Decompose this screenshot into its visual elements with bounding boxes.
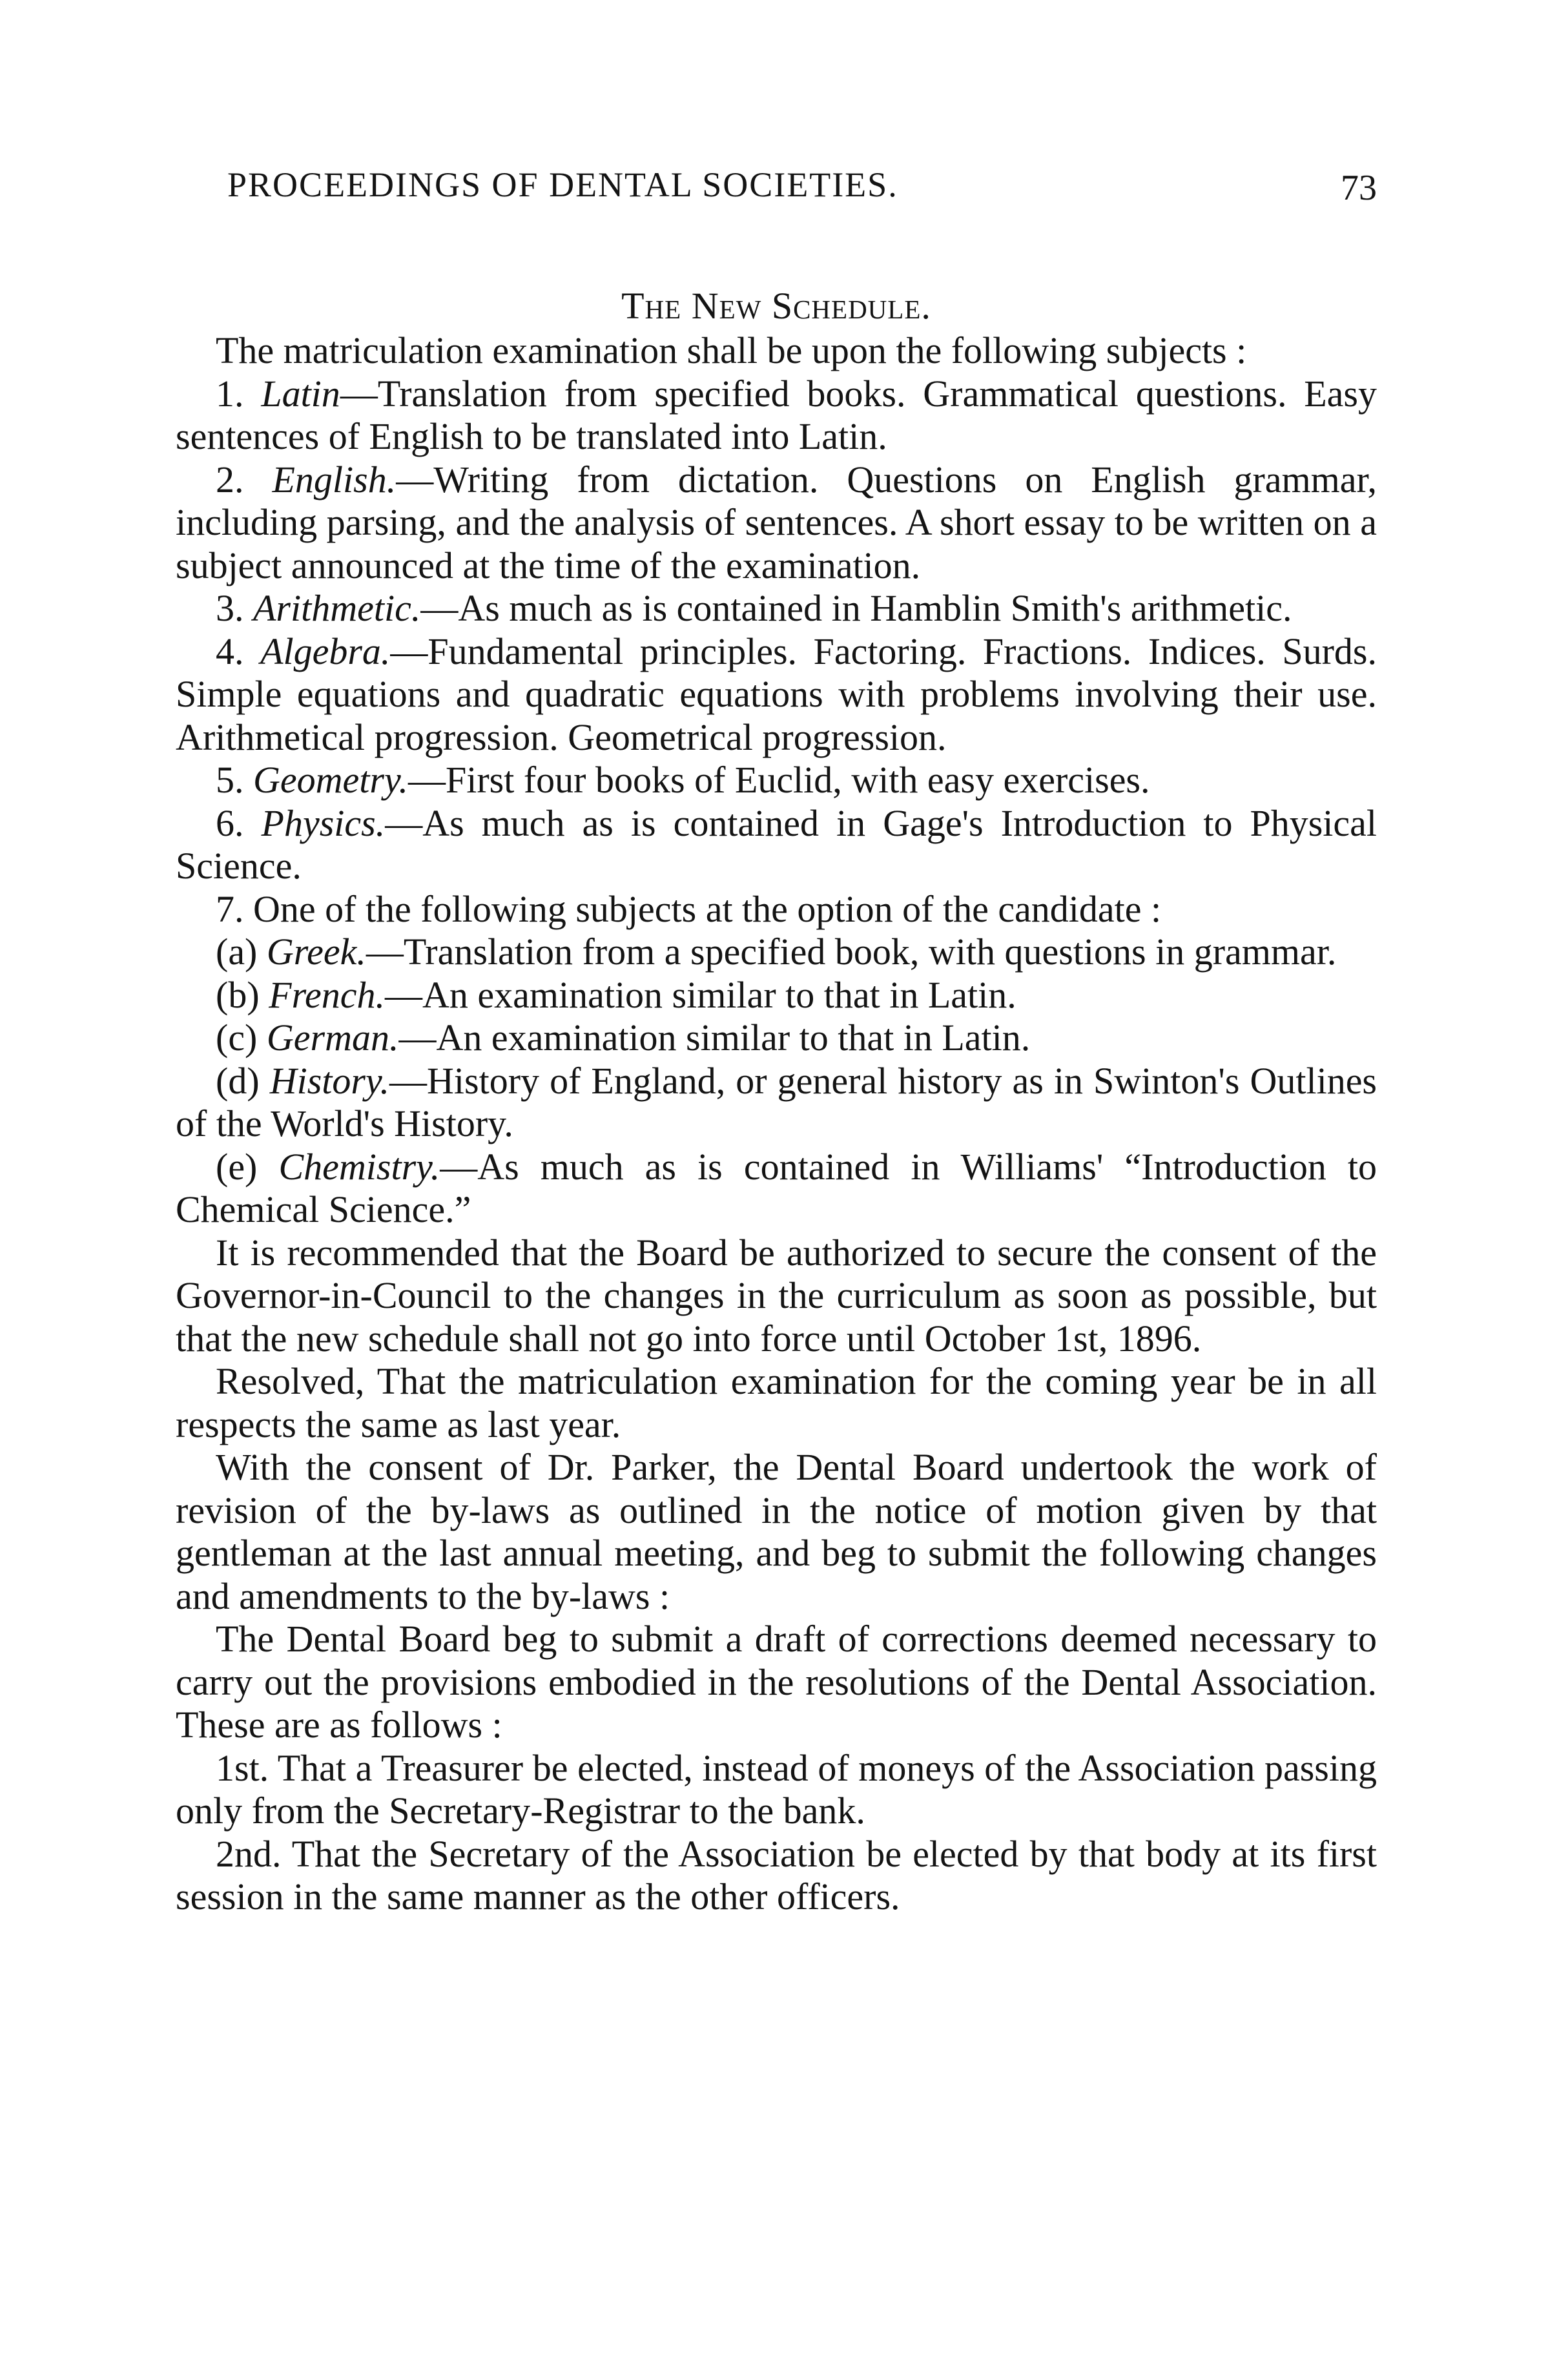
- schedule-item-text: —As much as is contained in Williams' “Introduction to Chemical Science.”: [176, 1145, 1377, 1230]
- schedule-item-marker: 3.: [216, 587, 244, 629]
- schedule-item-marker: (c): [216, 1017, 258, 1059]
- body-paragraph: With the consent of Dr. Parker, the Dental Board undertook the work of revision of the by-laws as outlined in the notice of motion given by that gentleman at the last annual meeting, and beg to submit the following changes and amendments to the by-laws :: [176, 1446, 1377, 1617]
- schedule-item-text: —An examination similar to that in Latin.: [398, 1017, 1031, 1059]
- schedule-item: [176, 630, 1377, 760]
- schedule-item-text: One of the following subjects at the option of the candidate :: [253, 887, 1162, 930]
- schedule-item: [176, 459, 1377, 588]
- page-number: 73: [1341, 168, 1377, 208]
- schedule-item: [176, 888, 1377, 931]
- schedule-item-subject: Algebra.: [260, 630, 391, 672]
- schedule-item-marker: 2.: [216, 458, 244, 501]
- paragraph-list: [176, 1232, 1377, 1919]
- schedule-item-marker: 6.: [216, 801, 244, 844]
- schedule-item-text: —Writing from dictation. Questions on English grammar, including parsing, and the analysis of sentences. A short essay to be written on a subject announced at the time of the examination.: [176, 458, 1377, 586]
- schedule-item: [176, 373, 1377, 459]
- section-heading: The New Schedule.: [621, 285, 931, 327]
- schedule-item-text: —An examination similar to that in Latin.: [384, 973, 1016, 1016]
- schedule-item-marker: 1.: [216, 372, 244, 415]
- body-paragraph: 2nd. That the Secretary of the Association be elected by that body at its first session in the same manner as the other officers.: [176, 1832, 1377, 1917]
- running-title: PROCEEDINGS OF DENTAL SOCIETIES.: [227, 165, 898, 204]
- schedule-item: [176, 802, 1377, 888]
- schedule-item-text: —Fundamental principles. Factoring. Fractions. Indices. Surds. Simple equations and quadratic equations with problems involving their use. Arithmetical progression. Geometrical progression.: [176, 630, 1377, 758]
- body-paragraph: It is recommended that the Board be authorized to secure the consent of the Governor-in-Council to the changes in the curriculum as soon as possible, but that the new schedule shall not go into force until October 1st, 1896.: [176, 1231, 1377, 1359]
- schedule-item-subject: Chemistry.: [278, 1145, 440, 1188]
- schedule-item-subject: History.: [269, 1059, 390, 1102]
- schedule-item-subject: English.: [272, 458, 397, 501]
- schedule-item-marker: (b): [216, 973, 260, 1016]
- schedule-item: [176, 1146, 1377, 1232]
- schedule-item-subject: Physics.: [261, 801, 386, 844]
- text-body: [176, 329, 1377, 1919]
- schedule-item-text: —Translation from a specified book, with questions in grammar.: [366, 931, 1337, 973]
- running-head: [176, 165, 1377, 216]
- schedule-item: [176, 759, 1377, 802]
- schedule-item-text: —Translation from specified books. Grammatical questions. Easy sentences of English to be translated into Latin.: [176, 372, 1377, 457]
- schedule-item: [176, 974, 1377, 1017]
- schedule-item-subject: French.: [269, 973, 385, 1016]
- body-paragraph: Resolved, That the matriculation examination for the coming year be in all respects the same as last year.: [176, 1360, 1377, 1445]
- schedule-item-marker: 5.: [216, 759, 244, 801]
- schedule-item: [176, 1060, 1377, 1146]
- schedule-item-marker: (d): [216, 1059, 260, 1102]
- schedule-item-marker: (e): [216, 1145, 258, 1188]
- schedule-item-text: —As much as is contained in Gage's Introduction to Physical Science.: [176, 801, 1377, 887]
- schedule-item: [176, 931, 1377, 974]
- body-paragraph: 1st. That a Treasurer be elected, instead of moneys of the Association passing only from the Secretary-Registrar to the bank.: [176, 1746, 1377, 1832]
- schedule-item-subject: German.: [266, 1017, 399, 1059]
- schedule-item: [176, 587, 1377, 630]
- schedule-item-subject: Greek.: [266, 931, 366, 973]
- schedule-item-marker: 4.: [216, 630, 244, 672]
- schedule-list: [176, 373, 1377, 1232]
- schedule-intro: The matriculation examination shall be upon the following subjects :: [216, 329, 1247, 371]
- schedule-item-text: —History of England, or general history as in Swinton's Outlines of the World's History.: [176, 1059, 1377, 1144]
- schedule-item-subject: Latin: [261, 372, 340, 415]
- schedule-item-text: —First four books of Euclid, with easy exercises.: [408, 759, 1150, 801]
- body-paragraph: The Dental Board beg to submit a draft of corrections deemed necessary to carry out the provisions embodied in the resolutions of the Dental Association. These are as follows :: [176, 1618, 1377, 1746]
- schedule-item-subject: Geometry.: [253, 759, 408, 801]
- schedule-item: [176, 1017, 1377, 1060]
- schedule-item-text: —As much as is contained in Hamblin Smith's arithmetic.: [420, 587, 1292, 629]
- schedule-item-subject: Arithmetic.: [253, 587, 421, 629]
- schedule-item-marker: 7.: [216, 887, 244, 930]
- schedule-item-marker: (a): [216, 931, 258, 973]
